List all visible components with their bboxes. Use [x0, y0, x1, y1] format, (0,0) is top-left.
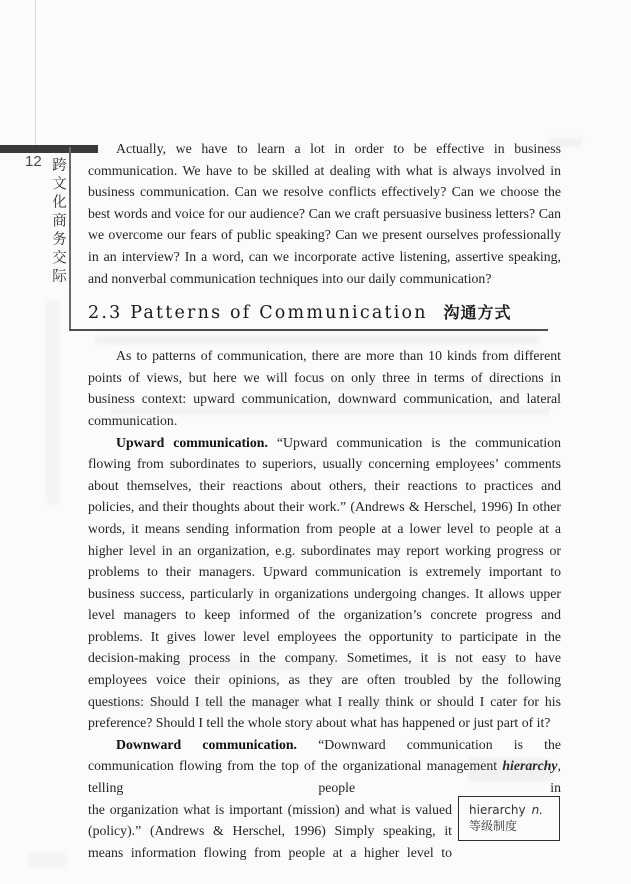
hierarchy-term: hierarchy: [502, 758, 558, 774]
intro-paragraph: Actually, we have to learn a lot in order to be effective in business communication. We have to be skilled at dealing with what is always involved in business communication. Can we resolve conflicts effectively? Can we choose the best words and voice for our audience? Can we craft persuasive business letters? Can we overcome our fears of public speaking? Can we present ourselves professionally in an interview? In a word, can we incorporate active listening, assertive speaking, and nonverbal communication techniques into our daily communication?: [88, 141, 561, 286]
downward-continuation-row: [88, 799, 561, 864]
upward-body: “Upward communication is the communication flowing from subordinates to superiors, usually concerning employees’ comments about themselves, their reactions about others, their reactions to practices and policies, and their thoughts about their work.” (Andrews & Herschel, 1996) In other words, it means sending information from people at a lower level to people at a higher level in an organization, e.g. subordinates may report working progress or problems to their managers. Upward communication is extremely important to business success, particularly in organizations undergoing changes. It allows upper level managers to keep informed of the organization’s concrete progress and problems. It gives lower level employees the opportunity to participate in the decision-making process in the company. Sometimes, it is not easy to have employees voice their opinions, as they are often troubled by the following questions: Should I tell the manager what I really think or should I cater for his preference? Should I tell the whole story about what has happened or just part of it?: [88, 434, 561, 731]
downward-paragraph-start: [88, 734, 561, 799]
page-number: 12: [25, 153, 42, 170]
patterns-paragraph: As to patterns of communication, there are more than 10 kinds from different points of views, but here we will focus on only three in terms of directions in business context: upward communication, downward communication, and lateral communication.: [88, 348, 561, 428]
text-column: [88, 0, 561, 863]
vocab-definition: 等级制度: [469, 819, 518, 834]
book-title-vertical: 跨文化商务交际: [50, 157, 66, 287]
downward-body-post: , telling people in: [88, 758, 561, 796]
section-title-zh: 沟通方式: [443, 303, 512, 323]
section-number: 2.3: [88, 303, 123, 324]
section-title-en: Patterns of Communication: [130, 303, 428, 324]
bleed-through-artifact: [46, 300, 59, 505]
bleed-through-artifact: [28, 852, 66, 868]
downward-lead: Downward communication.: [116, 736, 297, 752]
upward-lead: Upward communication.: [116, 434, 268, 450]
heading-underline: [69, 329, 548, 331]
downward-paragraph-continuation: the organization what is important (mission) and what is valued (policy).” (Andrews & Herschel, 1996) Simply speaking, it means information flowing from people at a higher level to: [88, 801, 452, 860]
vocabulary-box: [458, 796, 560, 841]
margin-divider-line: [69, 147, 71, 330]
chapter-header-bar: [0, 145, 98, 153]
vocab-term: hierarchy: [469, 802, 526, 817]
upward-paragraph: [88, 432, 561, 734]
downward-body-pre: “Downward communication is the communication flowing from the top of the organizational management: [88, 736, 562, 774]
vocab-part-of-speech: n.: [531, 802, 544, 817]
vocab-entry: [469, 802, 555, 819]
page-edge-line: [35, 0, 36, 147]
section-heading: [88, 300, 561, 326]
